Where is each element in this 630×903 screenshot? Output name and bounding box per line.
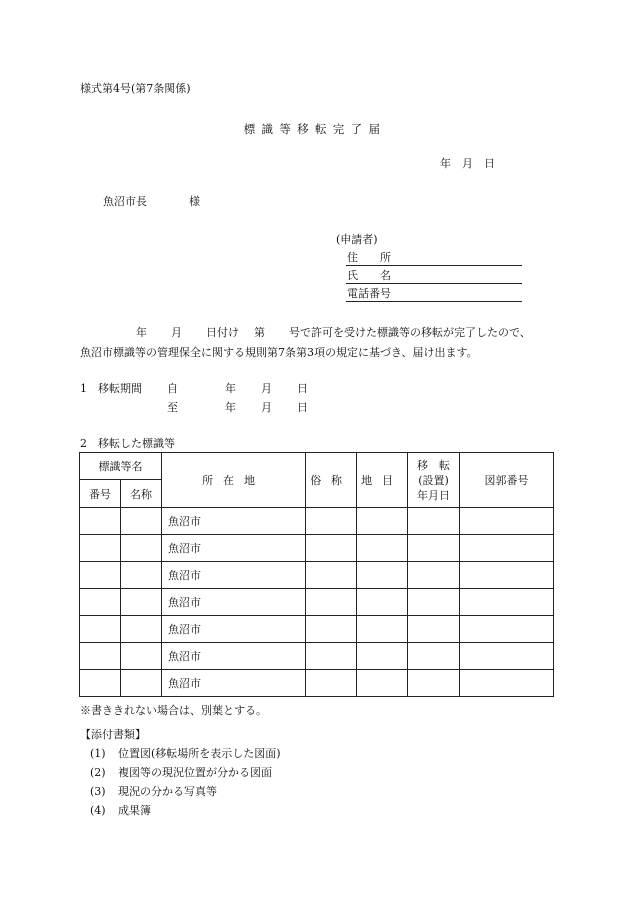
table-row [80, 508, 554, 535]
section2-heading: 2 移転した標識等 [80, 437, 175, 450]
cell-location[interactable]: 魚沼市 [162, 535, 306, 562]
cell-land-category[interactable] [357, 616, 408, 643]
cell-location[interactable]: 魚沼市 [162, 670, 306, 697]
header-sign-name: 標識等名 [80, 453, 162, 480]
period-to-row [167, 399, 308, 415]
attachment-text: 現況の分かる写真等 [118, 785, 217, 798]
to-month: 月 [261, 401, 272, 414]
body-line1-rest: 号で許可を受けた標識等の移転が完了したので、 [289, 326, 531, 339]
cell-map-number[interactable] [460, 508, 554, 535]
cell-location[interactable]: 魚沼市 [162, 643, 306, 670]
cell-common-name[interactable] [306, 616, 357, 643]
applicant-address-field[interactable] [346, 248, 522, 266]
cell-map-number[interactable] [460, 670, 554, 697]
attachments-heading: 【添付書類】 [80, 728, 146, 741]
cell-land-category[interactable] [357, 508, 408, 535]
cell-move-date[interactable] [408, 535, 460, 562]
cell-location[interactable]: 魚沼市 [162, 589, 306, 616]
form-number: 様式第4号(第7条関係) [80, 82, 191, 95]
body-text-line2: 魚沼市標識等の管理保全に関する規則第7条第3項の規定に基づき、届け出ます。 [80, 346, 478, 359]
cell-land-category[interactable] [357, 589, 408, 616]
attachment-number: (3) [90, 785, 106, 798]
cell-common-name[interactable] [306, 535, 357, 562]
from-label: 自 [167, 382, 178, 395]
cell-move-date[interactable] [408, 616, 460, 643]
attachment-number: (4) [90, 804, 106, 817]
from-year: 年 [225, 382, 236, 395]
header-move-date [408, 453, 460, 508]
cell-common-name[interactable] [306, 508, 357, 535]
attachment-item [90, 802, 151, 818]
cell-move-date[interactable] [408, 643, 460, 670]
section1-heading: 1 移転期間 [80, 382, 142, 395]
cell-land-category[interactable] [357, 643, 408, 670]
from-month: 月 [261, 382, 272, 395]
cell-land-category[interactable] [357, 535, 408, 562]
from-day: 日 [297, 382, 308, 395]
cell-move-date[interactable] [408, 508, 460, 535]
cell-number[interactable] [80, 535, 121, 562]
header-move-date-line2: (設置) [418, 473, 449, 487]
cell-location[interactable]: 魚沼市 [162, 616, 306, 643]
header-number: 番号 [80, 480, 121, 508]
cell-number[interactable] [80, 589, 121, 616]
attachment-item [90, 745, 281, 761]
table-row [80, 643, 554, 670]
attachment-text: 位置図(移転場所を表示した図面) [118, 747, 281, 760]
body-text-line1 [136, 324, 531, 340]
header-map-number: 図郭番号 [460, 453, 554, 508]
cell-land-category[interactable] [357, 562, 408, 589]
body-day: 日付け [206, 326, 239, 339]
cell-name[interactable] [121, 508, 162, 535]
to-year: 年 [225, 401, 236, 414]
cell-move-date[interactable] [408, 670, 460, 697]
header-land-category: 地目 [357, 453, 408, 508]
attachment-item [90, 783, 217, 799]
cell-location[interactable]: 魚沼市 [162, 508, 306, 535]
header-location: 所在地 [162, 453, 306, 508]
header-common-name: 俗称 [306, 453, 357, 508]
table-row [80, 535, 554, 562]
cell-name[interactable] [121, 616, 162, 643]
table-row [80, 670, 554, 697]
addressee-honorific: 様 [189, 195, 200, 208]
document-title: 標識等移転完了届 [243, 122, 387, 136]
attachment-number: (1) [90, 747, 106, 760]
applicant-label: (申請者) [336, 233, 378, 246]
body-number-prefix: 第 [254, 326, 265, 339]
attachment-item [90, 764, 272, 780]
cell-common-name[interactable] [306, 643, 357, 670]
cell-name[interactable] [121, 535, 162, 562]
header-name: 名称 [121, 480, 162, 508]
cell-common-name[interactable] [306, 589, 357, 616]
cell-name[interactable] [121, 643, 162, 670]
cell-location[interactable]: 魚沼市 [162, 562, 306, 589]
cell-map-number[interactable] [460, 535, 554, 562]
cell-number[interactable] [80, 643, 121, 670]
cell-number[interactable] [80, 670, 121, 697]
cell-number[interactable] [80, 562, 121, 589]
cell-number[interactable] [80, 616, 121, 643]
cell-map-number[interactable] [460, 643, 554, 670]
phone-label: 電話番号 [347, 287, 391, 300]
applicant-name-field[interactable] [346, 266, 522, 284]
attachment-number: (2) [90, 766, 106, 779]
address-label: 住 所 [347, 251, 391, 264]
cell-number[interactable] [80, 508, 121, 535]
cell-move-date[interactable] [408, 589, 460, 616]
cell-common-name[interactable] [306, 562, 357, 589]
moved-signs-table [79, 452, 554, 697]
addressee-office: 魚沼市長 [103, 195, 147, 208]
cell-map-number[interactable] [460, 616, 554, 643]
to-day: 日 [297, 401, 308, 414]
table-row [80, 589, 554, 616]
cell-common-name[interactable] [306, 670, 357, 697]
table-row [80, 616, 554, 643]
attachment-text: 成果簿 [118, 804, 151, 817]
cell-map-number[interactable] [460, 562, 554, 589]
body-month: 月 [171, 326, 182, 339]
overflow-note: ※書ききれない場合は、別葉とする。 [80, 704, 267, 717]
to-label: 至 [167, 401, 178, 414]
cell-land-category[interactable] [357, 670, 408, 697]
cell-name[interactable] [121, 562, 162, 589]
addressee [103, 193, 200, 209]
header-move-date-line1: 移 転 [417, 458, 450, 472]
cell-name[interactable] [121, 589, 162, 616]
table-row [80, 562, 554, 589]
cell-map-number[interactable] [460, 589, 554, 616]
period-from-row [167, 380, 308, 396]
body-year: 年 [136, 326, 147, 339]
submission-date: 年 月 日 [440, 157, 495, 170]
attachment-text: 複図等の現況位置が分かる図面 [118, 766, 272, 779]
cell-move-date[interactable] [408, 562, 460, 589]
applicant-phone-field[interactable] [346, 284, 522, 302]
header-move-date-line3: 年月日 [417, 488, 450, 502]
cell-name[interactable] [121, 670, 162, 697]
name-label: 氏 名 [347, 269, 391, 282]
